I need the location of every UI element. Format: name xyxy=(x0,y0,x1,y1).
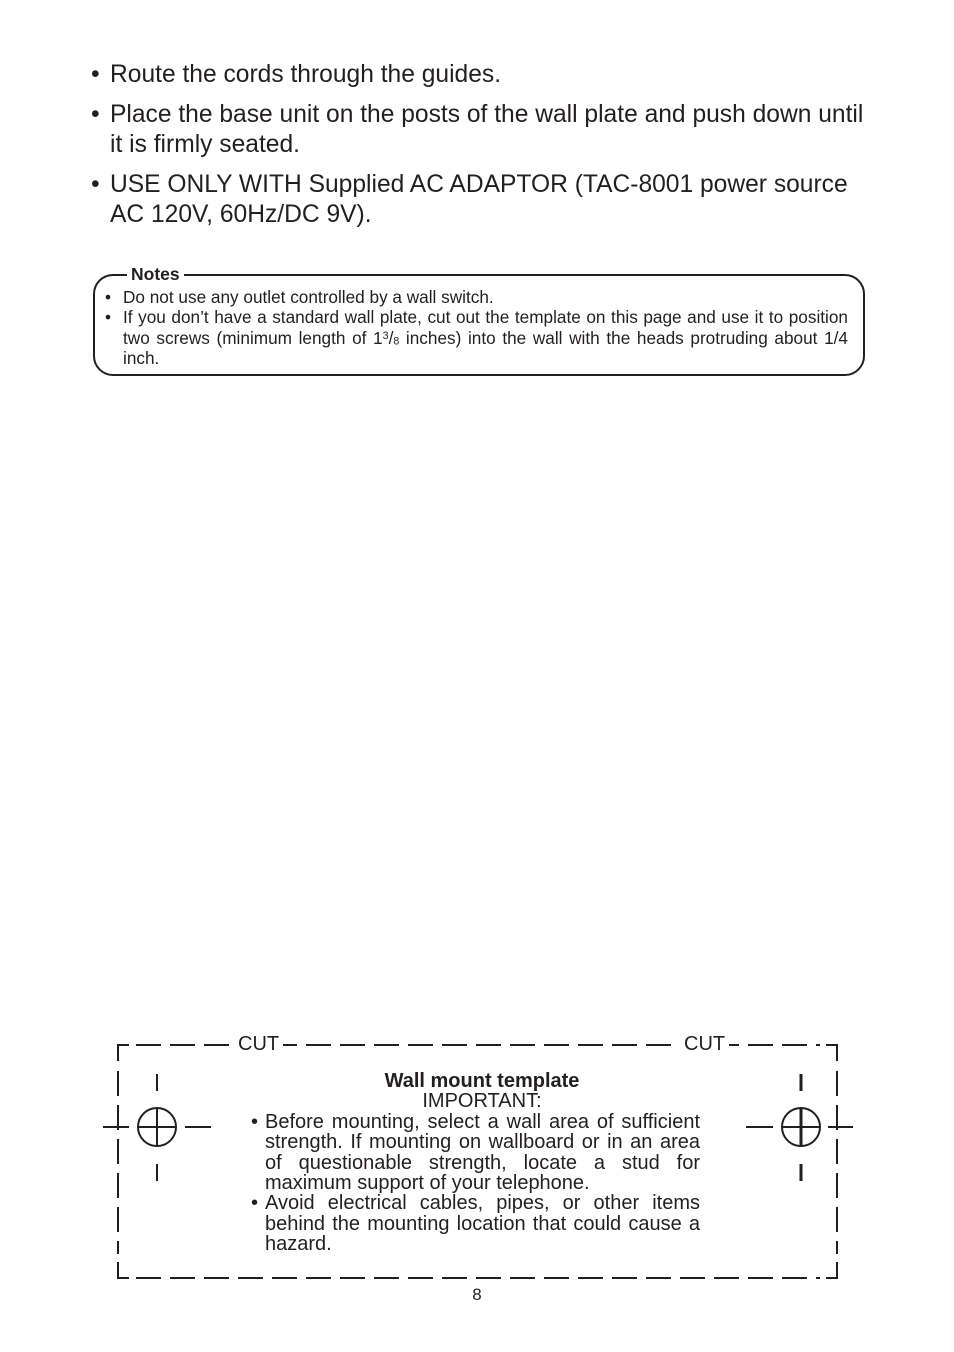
instruction-text: USE ONLY WITH Supplied AC ADAPTOR (TAC-8001 power source AC 120V, 60Hz/DC 9V). xyxy=(110,171,848,228)
template-title: Wall mount template xyxy=(384,1070,580,1092)
instruction-text: Place the base unit on the posts of the wall plate and push down until it is firmly seated. xyxy=(110,101,864,158)
fraction-slash: / xyxy=(388,327,394,348)
cut-label: CUT xyxy=(680,1034,729,1054)
cut-corner-top-right xyxy=(826,1045,837,1061)
cut-corner-bottom-right xyxy=(826,1262,837,1278)
notes-list xyxy=(105,287,848,369)
warning-text: Before mounting, select a wall area of sufficient strength. If mounting on wallboard or in an area of questionable strength, locate a stud for maximum support of your telephone. xyxy=(265,1110,700,1195)
important-heading: IMPORTANT: xyxy=(422,1090,542,1113)
template-warning-list xyxy=(251,1112,700,1255)
screw-target-left xyxy=(103,1074,211,1181)
cut-corner-top-left xyxy=(118,1045,129,1061)
note-text-continued: inches) into the wall with the heads protruding about 1/4 inch. xyxy=(123,327,848,369)
instruction-item xyxy=(88,60,872,90)
fraction-numerator: 3 xyxy=(382,330,389,343)
instruction-item xyxy=(88,100,872,160)
bullet: • xyxy=(91,171,100,198)
bullet: • xyxy=(105,307,112,328)
notes-box xyxy=(93,264,865,376)
bullet: • xyxy=(105,287,112,307)
instruction-item xyxy=(88,170,872,230)
bullet: • xyxy=(251,1110,259,1133)
bullet: • xyxy=(91,61,100,88)
wall-mount-template-text xyxy=(251,1071,713,1255)
note-text: If you don’t have a standard wall plate, cut out the template on this page and use it to position two screws (minimum length of 1 xyxy=(123,307,848,348)
bullet: • xyxy=(251,1192,259,1215)
warning-item xyxy=(251,1112,700,1194)
cut-corner-bottom-left xyxy=(118,1262,129,1278)
cut-label: CUT xyxy=(234,1034,283,1054)
page-number: 8 xyxy=(472,1285,482,1304)
warning-item xyxy=(251,1193,700,1254)
instruction-text: Route the cords through the guides. xyxy=(110,61,502,88)
note-item xyxy=(105,287,848,307)
bullet: • xyxy=(91,101,100,128)
fraction-denominator: 8 xyxy=(393,335,400,348)
warning-text: Avoid electrical cables, pipes, or other items behind the mounting location that could cause a hazard. xyxy=(265,1192,700,1256)
notes-title: Notes xyxy=(127,264,184,284)
note-text: Do not use any outlet controlled by a wall switch. xyxy=(123,287,494,307)
note-item xyxy=(105,307,848,368)
instruction-list xyxy=(88,60,878,240)
